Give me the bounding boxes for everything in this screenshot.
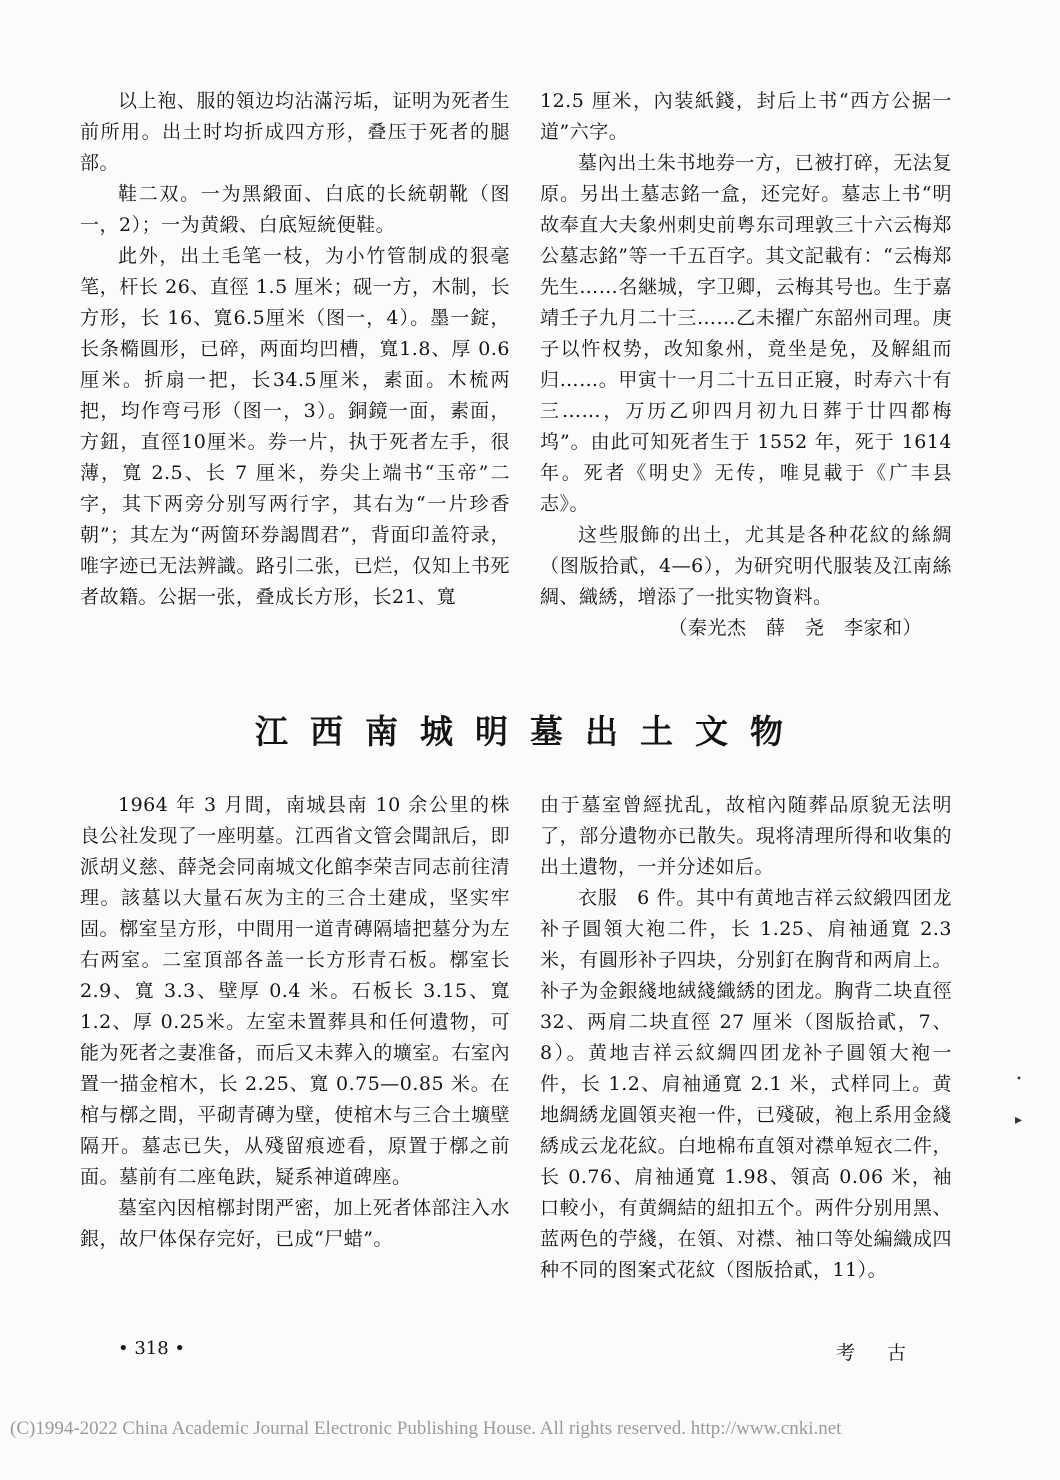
paragraph: 墓內出土朱书地券一方，已被打碎，无法复原。另出土墓志銘一盒，还完好。墓志上书“明故奉直大夫象州刺史前粤东司理敦三十六云梅郑公墓志銘”等一千五百字。其文記載有：“云梅郑先生……名継城，字卫卿，云梅其号也。生于嘉靖壬子九月二十三……乙未擢广东韶州司理。庚子以忤权势，改知象州，竟坐是免，及解組而归……。甲寅十一月二十五日正寢，时寿六十有三……，万历乙卯四月初九日葬于廿四都梅坞”。由此可知死者生于 1552 年，死于 1614 年。死者《明史》无传，唯見載于《广丰县志》。 <box>540 152 952 515</box>
paragraph: 12.5 厘米，內装紙錢，封后上书“西方公据一道”六字。 <box>540 90 952 143</box>
paragraph: 这些服飾的出土，尤其是各种花紋的絲綢（图版拾貳，4—6），为研究明代服装及江南絲綢、織綉，增添了一批实物資料。 <box>540 524 952 608</box>
paragraph: 由于墓室曾經扰乱，故棺內随葬品原貌无法明了，部分遺物亦已散失。現将清理所得和收集的出土遺物，一并分述如后。 <box>540 794 952 878</box>
journal-name: 考古 <box>836 1342 939 1364</box>
article-title: 江西南城明墓出土文物 <box>255 712 805 751</box>
paragraph: 墓室內因棺槨封閉严密，加上死者体部注入水銀，故尸体保存完好，已成“尸蜡”。 <box>80 1197 510 1250</box>
page-number: • 318 • <box>118 1338 186 1359</box>
paragraph: 以上袍、服的領边均沾滿污垢，证明为死者生前所用。出土时均折成四方形，叠压于死者的腿部。 <box>80 90 510 174</box>
paragraph: 衣服 6 件。其中有黄地吉祥云紋緞四团龙补子圓領大袍二件，长 1.25、肩袖通寬 2.3 米，有圓形补子四块，分别釘在胸背和两肩上。补子为金銀綫地絨綫織綉的团龙。胸背二块直徑 32、两肩二块直徑 27 厘米（图版拾貳，7、8）。黄地吉祥云紋綢四团龙补子圓領大袍一件，长 1.2、肩袖通寬 2.1 米，式样同上。黄地綢綉龙圓領夹袍一件，已殘破，袍上系用金綫綉成云龙花紋。白地棉布直領对襟单短衣二件，长 0.76、肩袖通寬 1.98、領高 0.06 米，袖口較小，有黄綢結的紐扣五个。两件分别用黑、蓝两色的苧綫，在領、对襟、袖口等处編織成四种不同的图案式花紋（图版拾貳，11）。 <box>540 887 952 1281</box>
lower-left-column <box>80 790 510 1255</box>
paragraph: 1964 年 3 月間，南城县南 10 余公里的株良公社发现了一座明墓。江西省文管会聞訊后，即派胡义慈、薛尧会同南城文化館李荣吉同志前往清理。該墓以大量石灰为主的三合土建成，坚实牢固。槨室呈方形，中間用一道青磚隔墙把墓分为左右两室。二室頂部各盖一长方形青石板。槨室长 2.9、寬 3.3、壁厚 0.4 米。石板长 3.15、寬 1.2、厚 0.25米。左室未置葬具和任何遺物，可能为死者之妻准备，而后又未葬入的壙室。右室內置一描金棺木，长 2.25、寬 0.75—0.85 米。在棺与槨之間，平砌青磚为壁，使棺木与三合土壙壁隔开。墓志已失，从殘留痕迹看，原置于槨之前面。墓前有二座龟趺，疑系神道碑座。 <box>80 794 510 1188</box>
upper-right-column <box>540 86 952 644</box>
scan-mark: • <box>1016 1074 1022 1085</box>
lower-right-column <box>540 790 952 1286</box>
paragraph: 此外，出土毛笔一枝，为小竹管制成的狠毫笔，杆长 26、直徑 1.5 厘米；砚一方，木制，长方形，长 16、寬6.5厘米（图一，4）。墨一錠，长条橢圓形，已碎，两面均凹槽，寬1.8、厚 0.6厘米。折扇一把，长34.5厘米，素面。木梳两把，均作弯弓形（图一，3）。銅鏡一面，素面，方鈕，直徑10厘米。券一片，执于死者左手，很薄，寬 2.5、长 7 厘米，券尖上端书“玉帝”二字，其下两旁分别写两行字，其右为“一片珍香朝”；其左为“两箇环券謁閭君”，背面印盖符录，唯字迹已无法辨識。路引二张，已烂，仅知上书死者故籍。公据一张，叠成长方形，长21、寬 <box>80 245 510 608</box>
author-credit: （秦光杰 薛 尧 李家和） <box>668 617 922 639</box>
scan-mark: ▸ <box>1015 1112 1023 1128</box>
copyright-notice: (C)1994-2022 China Academic Journal Electronic Publishing House. All rights reserved. http://www.cnki.net <box>10 1418 842 1439</box>
upper-left-column <box>80 86 510 613</box>
paragraph: 鞋二双。一为黑緞面、白底的长統朝靴（图一，2）；一为黄緞、白底短統便鞋。 <box>80 183 510 236</box>
